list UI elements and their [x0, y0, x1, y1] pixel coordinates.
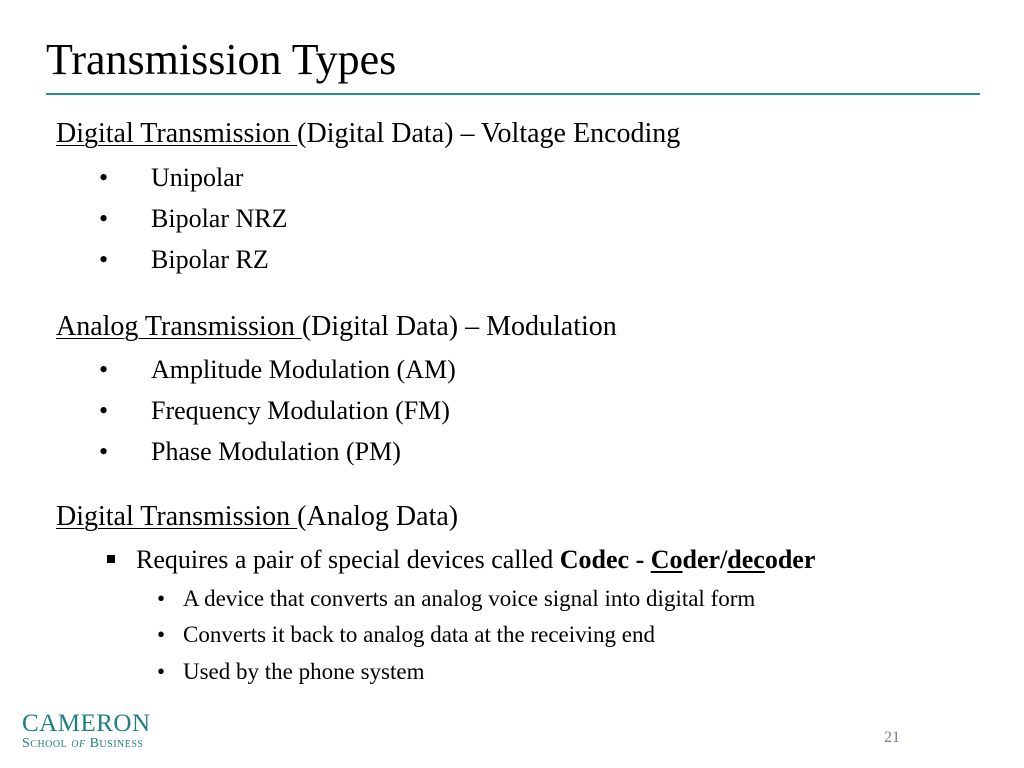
bullet-icon: •: [157, 622, 166, 647]
logo-subtitle-business: Business: [85, 736, 144, 751]
section-heading-rest: (Digital Data) – Voltage Encoding: [297, 118, 681, 149]
section-heading-underlined: Analog Transmission: [56, 311, 302, 342]
list-item-label: Amplitude Modulation (AM): [151, 355, 456, 384]
sub-list-item: [157, 585, 755, 613]
bullet-icon: •: [99, 163, 109, 192]
title-divider: [46, 93, 980, 95]
codec-der: der/: [682, 545, 728, 574]
codec-dec: dec: [727, 545, 765, 574]
logo-subtitle-school: School: [22, 736, 72, 751]
bullet-icon: •: [157, 659, 166, 684]
bullet-icon: •: [157, 586, 166, 611]
list-item: [99, 355, 456, 385]
section-heading-digital-analog-data: [56, 500, 458, 534]
list-item: [99, 204, 288, 234]
list-item: [99, 437, 401, 467]
list-item: [99, 245, 269, 275]
sub-list-item-label: Converts it back to analog data at the receiving end: [183, 622, 655, 647]
section-heading-rest: (Analog Data): [297, 501, 459, 532]
section-heading-analog-modulation: [56, 310, 617, 344]
list-item-label: Bipolar RZ: [151, 245, 269, 274]
slide-title: Transmission Types: [46, 35, 397, 84]
bullet-icon: •: [99, 204, 109, 233]
logo-wordmark: CAMERON: [22, 710, 151, 737]
bullet-icon: •: [99, 355, 109, 384]
bullet-icon: •: [99, 437, 109, 466]
section-heading-underlined: Digital Transmission: [56, 118, 298, 149]
list-item-label: Unipolar: [151, 163, 244, 192]
section-heading-digital-voltage: [56, 117, 680, 151]
list-item-label: Phase Modulation (PM): [151, 437, 401, 466]
list-item: [99, 163, 243, 193]
codec-co: Co: [650, 545, 683, 574]
sub-list-item-label: Used by the phone system: [183, 659, 425, 684]
list-item-label: Bipolar NRZ: [151, 204, 288, 233]
cameron-logo: [22, 712, 151, 752]
logo-subtitle: [22, 736, 151, 752]
bullet-icon: •: [99, 396, 109, 425]
list-item-label: Frequency Modulation (FM): [151, 396, 450, 425]
section-heading-rest: (Digital Data) – Modulation: [301, 311, 617, 342]
list-item: [99, 396, 450, 426]
sub-list-item-label: A device that converts an analog voice signal into digital form: [183, 586, 756, 611]
page-number: 21: [884, 729, 900, 746]
sub-list-item: [157, 621, 655, 649]
codec-bold-label: Codec -: [559, 545, 651, 574]
section-heading-underlined: Digital Transmission: [56, 501, 298, 532]
bullet-icon: •: [99, 245, 109, 274]
codec-line-text: Requires a pair of special devices called: [136, 545, 560, 574]
codec-oder: oder: [764, 545, 816, 574]
logo-subtitle-of: of: [71, 736, 86, 751]
codec-list-item: [107, 545, 815, 575]
square-bullet-icon: [107, 555, 115, 563]
sub-list-item: [157, 658, 424, 686]
